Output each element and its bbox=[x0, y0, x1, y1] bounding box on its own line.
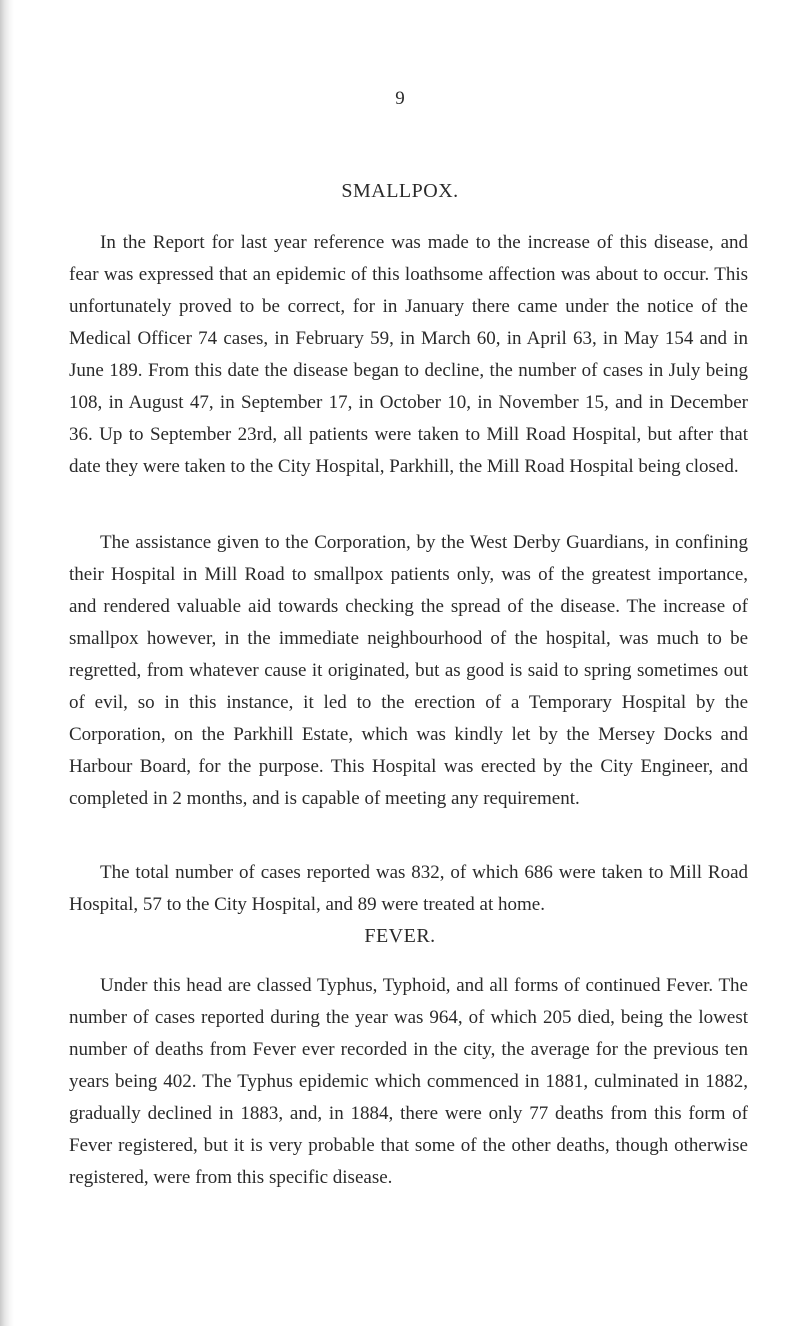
section-heading-smallpox: SMALLPOX. bbox=[341, 180, 459, 202]
section-heading-fever: FEVER. bbox=[364, 925, 436, 947]
smallpox-paragraph-3: The total number of cases reported was 832, of which 686 were taken to Mill Road Hospital, 57 to the City Hospital, and 89 were treated at home. bbox=[69, 862, 748, 915]
fever-paragraph-1: Under this head are classed Typhus, Typhoid, and all forms of continued Fever. The number of cases reported during the year was 964, of which 205 died, being the lowest number of deaths from Fever ever recorded in the city, the average for the previous ten years being 402. The Typhus epidemic which commenced in 1881, culminated in 1882, gradually declined in 1883, and, in 1884, there were only 77 deaths from this form of Fever registered, but it is very probable that some of the other deaths, though otherwise registered, were from this specific disease. bbox=[69, 975, 748, 1188]
smallpox-paragraph-2: The assistance given to the Corporation, by the West Derby Guardians, in confining their Hospital in Mill Road to smallpox patients only, was of the greatest importance, and rendered valuable aid towards checking the spread of the disease. The increase of smallpox however, in the immediate neighbourhood of the hospital, was much to be regretted, from whatever cause it originated, but as good is said to spring sometimes out of evil, so in this instance, it led to the erection of a Temporary Hospital by the Corporation, on the Parkhill Estate, which was kindly let by the Mersey Docks and Harbour Board, for the purpose. This Hospital was erected by the City Engineer, and completed in 2 months, and is capable of meeting any requirement. bbox=[69, 532, 748, 809]
page-number: 9 bbox=[395, 88, 405, 109]
smallpox-paragraph-1: In the Report for last year reference was made to the increase of this disease, and fear was expressed that an epidemic of this loathsome affection was about to occur. This unfortunately proved to be correct, for in January there came under the notice of the Medical Officer 74 cases, in February 59, in March 60, in April 63, in May 154 and in June 189. From this date the disease began to decline, the number of cases in July being 108, in August 47, in September 17, in October 10, in November 15, and in December 36. Up to September 23rd, all patients were taken to Mill Road Hospital, but after that date they were taken to the City Hospital, Parkhill, the Mill Road Hospital being closed. bbox=[69, 232, 748, 477]
